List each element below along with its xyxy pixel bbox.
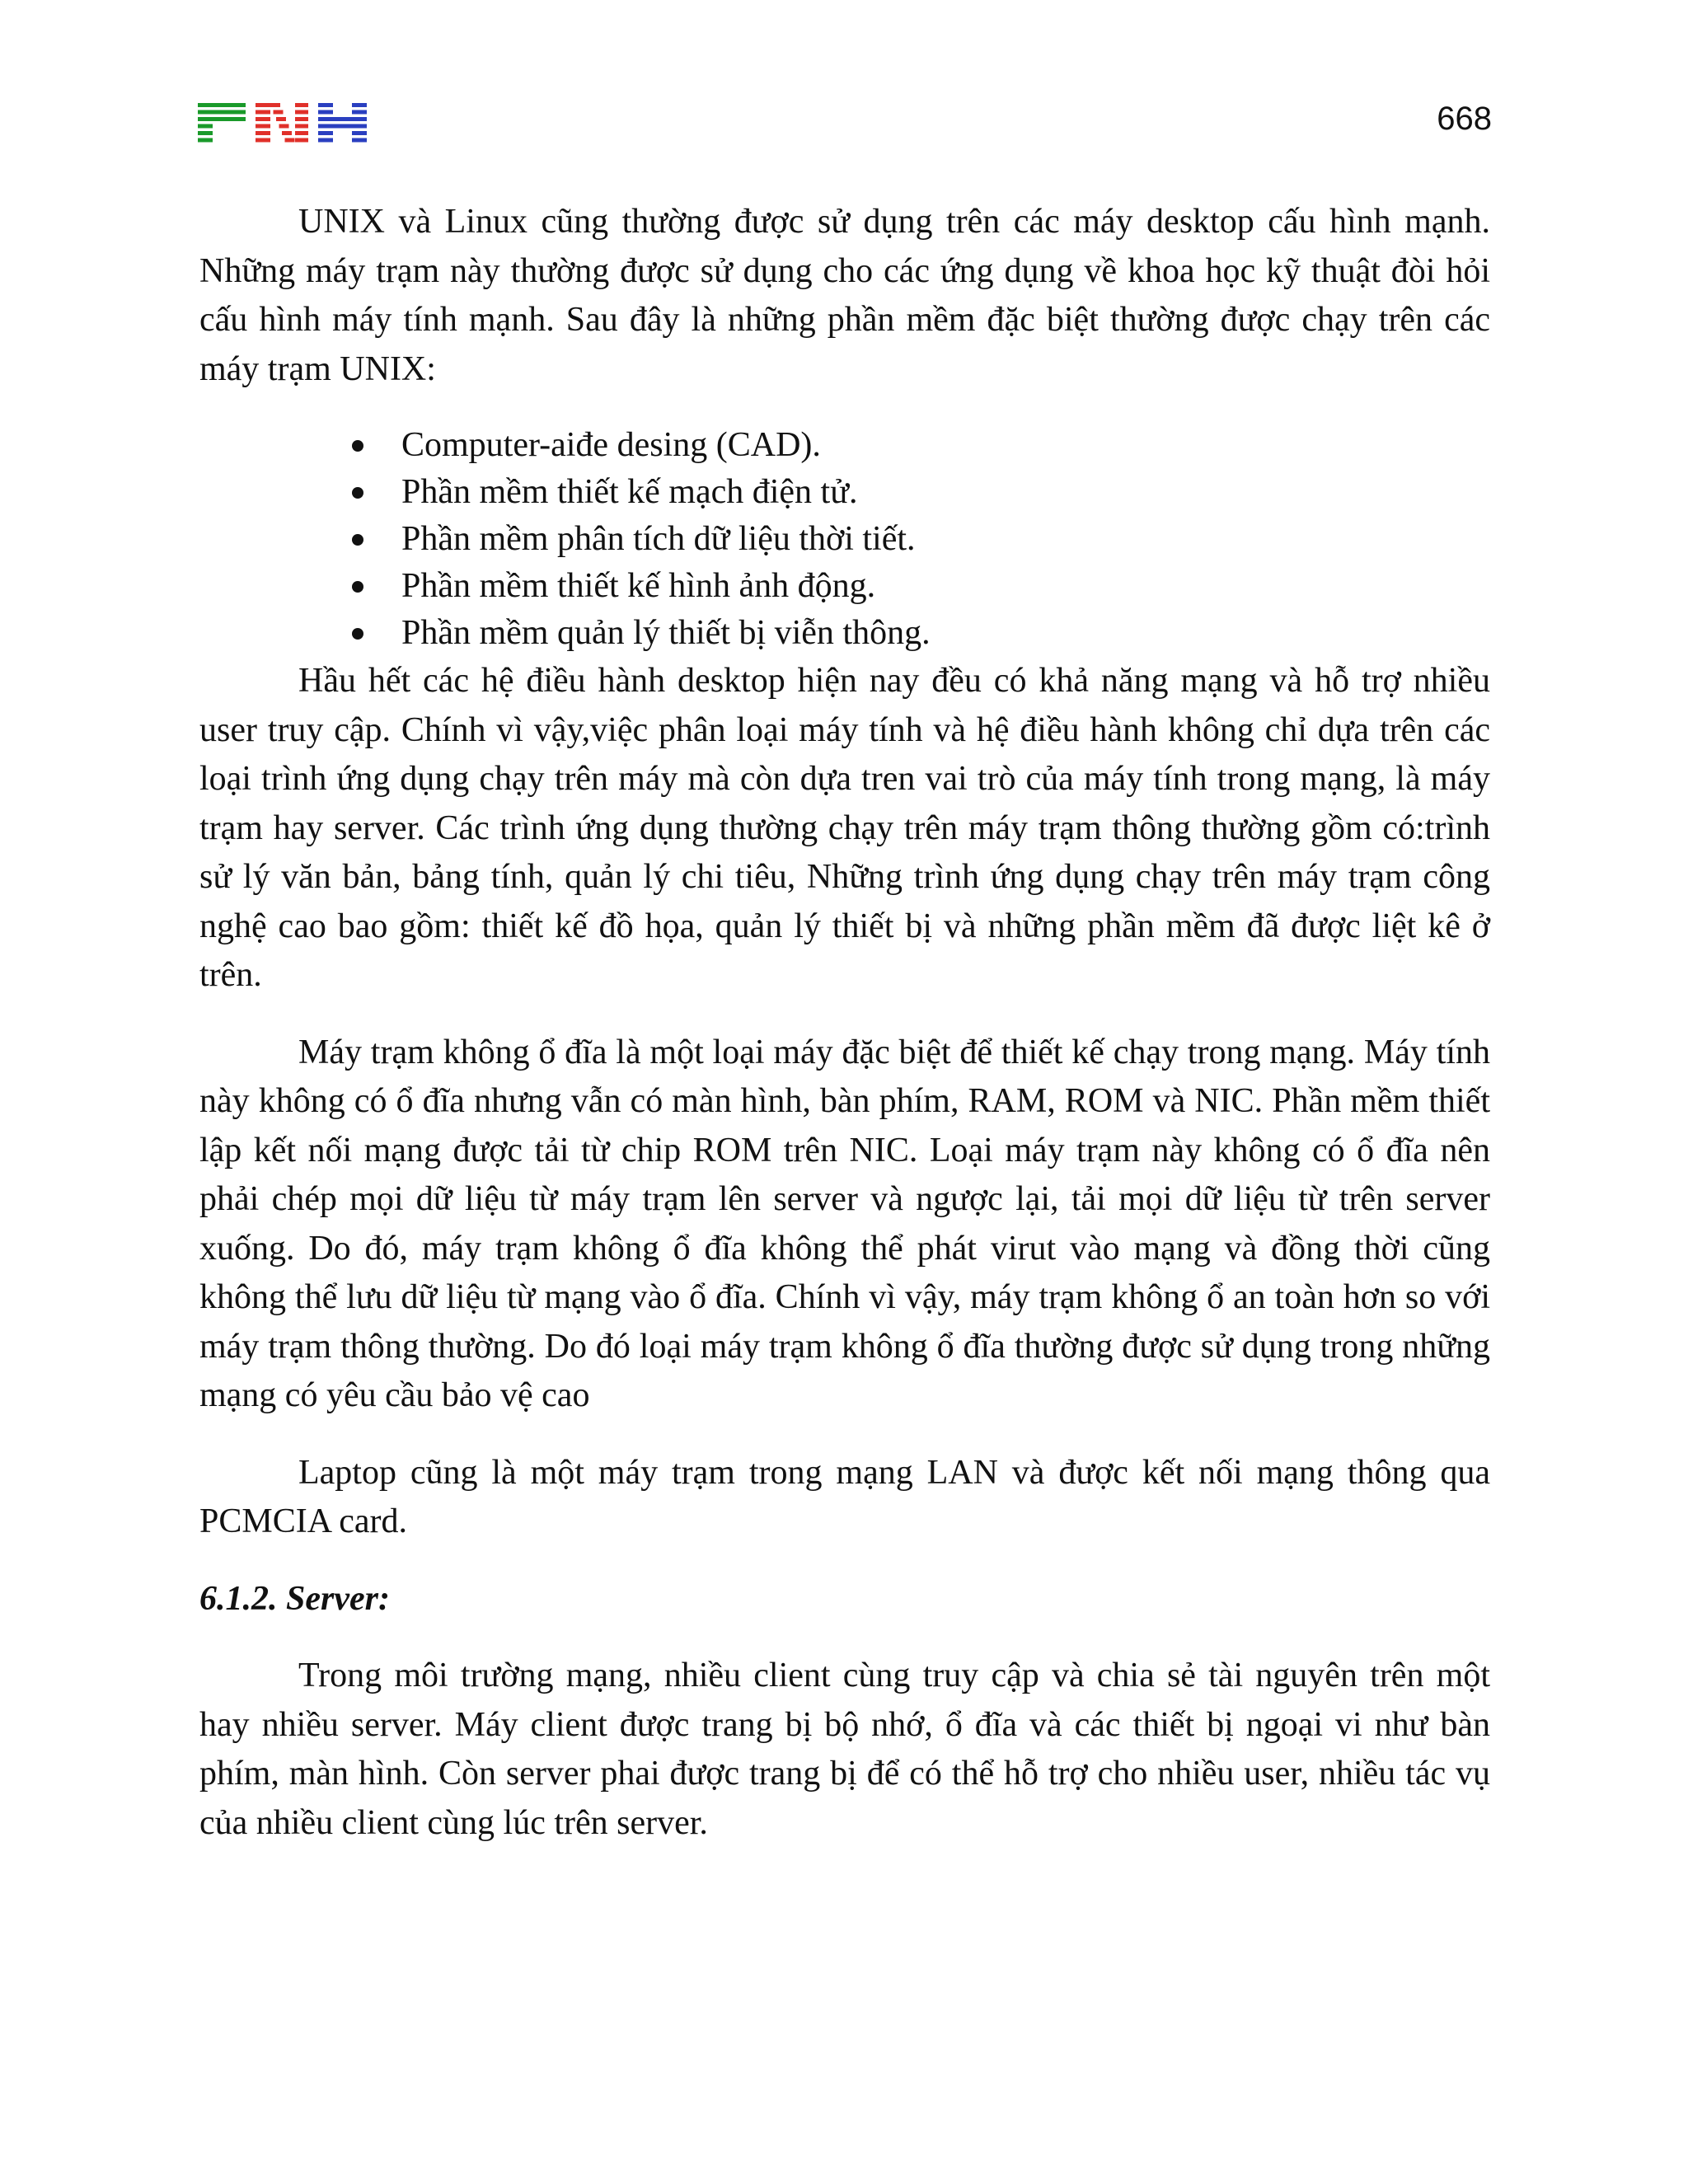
logo-letter-p-stripe <box>198 138 213 143</box>
logo-letter-n-stripe <box>295 103 308 107</box>
logo-letter-n-stripe <box>295 117 308 121</box>
bullet-icon <box>352 534 363 546</box>
logo-letter-n-stripe <box>256 110 270 115</box>
logo-letter-h-stripe <box>352 138 367 143</box>
logo-letter-h-stripe <box>318 138 333 143</box>
logo-letter-n-stripe <box>279 124 289 129</box>
logo-letter-h-stripe <box>352 103 367 107</box>
logo-letter-p-stripe <box>198 124 213 129</box>
logo-letter-n-stripe <box>295 110 308 115</box>
bullet-icon <box>352 440 363 452</box>
list-item: Phần mềm quản lý thiết bị viễn thông. <box>352 610 1490 657</box>
logo-letter-n-stripe <box>282 131 292 135</box>
list-item: Phần mềm phân tích dữ liệu thời tiết. <box>352 516 1490 563</box>
logo-letter-h-stripe <box>318 124 367 129</box>
logo-letter-n-stripe <box>295 124 308 129</box>
logo-letter-p-stripe <box>198 103 246 107</box>
logo-letter-n-stripe <box>256 131 270 135</box>
bullet-icon <box>352 581 363 593</box>
document-body <box>199 198 1490 1848</box>
logo-letter-n-stripe <box>256 138 270 143</box>
logo-letter-h-stripe <box>318 103 333 107</box>
logo-letter-n-stripe <box>274 110 284 115</box>
logo-letter-n-stripe <box>256 103 270 107</box>
logo-letter-h-stripe <box>352 131 367 135</box>
laptop-paragraph: Laptop cũng là một máy trạm trong mạng LAN và được kết nối mạng thông qua PCMCIA card. <box>199 1453 1490 1540</box>
logo-letter-p-stripe <box>198 131 213 135</box>
bullet-icon <box>352 628 363 640</box>
logo-letter-h-stripe <box>318 110 333 115</box>
logo-letter-n-stripe <box>276 117 286 121</box>
bullet-icon <box>352 487 363 499</box>
logo-letter-h-stripe <box>318 131 333 135</box>
logo-letter-h-stripe <box>352 110 367 115</box>
list-item: Phần mềm thiết kế hình ảnh động. <box>352 563 1490 610</box>
logo-letter-p-stripe <box>198 110 246 115</box>
server-paragraph: Trong môi trường mạng, nhiều client cùng truy cập và chia sẻ tài nguyên trên một hay nhiều server. Máy client được trang bị bộ nhớ, ổ đĩa và các thiết bị ngoại vi như bàn phím, màn hình. Còn server phai được trang bị để có thể hỗ trợ cho nhiều user, nhiều tác vụ của nhiều client cùng lúc trên server. <box>199 1657 1490 1842</box>
logo-letter-n-stripe <box>270 103 280 107</box>
logo-letter-p-stripe <box>198 117 246 121</box>
logo-letter-n-stripe <box>256 117 270 121</box>
software-list <box>199 422 1490 657</box>
page-number: 668 <box>1437 101 1492 137</box>
pnh-logo <box>198 103 367 146</box>
logo-letter-h-stripe <box>318 117 367 121</box>
logo-letter-n-stripe <box>295 131 308 135</box>
logo-letter-n-stripe <box>256 124 270 129</box>
intro-paragraph: UNIX và Linux cũng thường được sử dụng trên các máy desktop cấu hình mạnh. Những máy trạm này thường được sử dụng cho các ứng dụng về khoa học kỹ thuật đòi hỏi cấu hình máy tính mạnh. Sau đây là những phần mềm đặc biệt thường được chạy trên các máy trạm UNIX: <box>199 203 1490 388</box>
list-item: Phần mềm thiết kế mạch điện tử. <box>352 469 1490 516</box>
section-heading-server: 6.1.2. Server: <box>199 1579 390 1618</box>
logo-letter-n-stripe <box>285 138 295 143</box>
diskless-workstation-paragraph: Máy trạm không ổ đĩa là một loại máy đặc biệt để thiết kế chạy trong mạng. Máy tính này không có ổ đĩa nhưng vẫn có màn hình, bàn phím, RAM, ROM và NIC. Phần mềm thiết lập kết nối mạng được tải từ chip ROM trên NIC. Loại máy trạm này không có ổ đĩa nên phải chép mọi dữ liệu từ máy trạm lên server và ngược lại, tải mọi dữ liệu từ trên server xuống. Do đó, máy trạm không ổ đĩa không thể phát virut vào mạng và đồng thời cũng không thể lưu dữ liệu từ mạng vào ổ đĩa. Chính vì vậy, máy trạm không ổ an toàn hơn so với máy trạm thông thường. Do đó loại máy trạm không ổ đĩa thường được sử dụng trong những mạng có yêu cầu bảo vệ cao <box>199 1033 1490 1414</box>
desktop-os-paragraph: Hầu hết các hệ điều hành desktop hiện nay đều có khả năng mạng và hỗ trợ nhiều user truy cập. Chính vì vậy,việc phân loại máy tính và hệ điều hành không chỉ dựa trên các loại trình ứng dụng chạy trên máy mà còn dựa tren vai trò của máy tính trong mạng, là máy trạm hay server. Các trình ứng dụng thường chạy trên máy trạm thông thường gồm có:trình sử lý văn bản, bảng tính, quản lý chi tiêu, Những trình ứng dụng chạy trên máy trạm công nghệ cao bao gồm: thiết kế đồ họa, quản lý thiết bị và những phần mềm đã được liệt kê ở trên. <box>199 662 1490 994</box>
logo-letter-n-stripe <box>295 138 308 143</box>
list-item: Computer-aiđe desing (CAD). <box>352 422 1490 469</box>
